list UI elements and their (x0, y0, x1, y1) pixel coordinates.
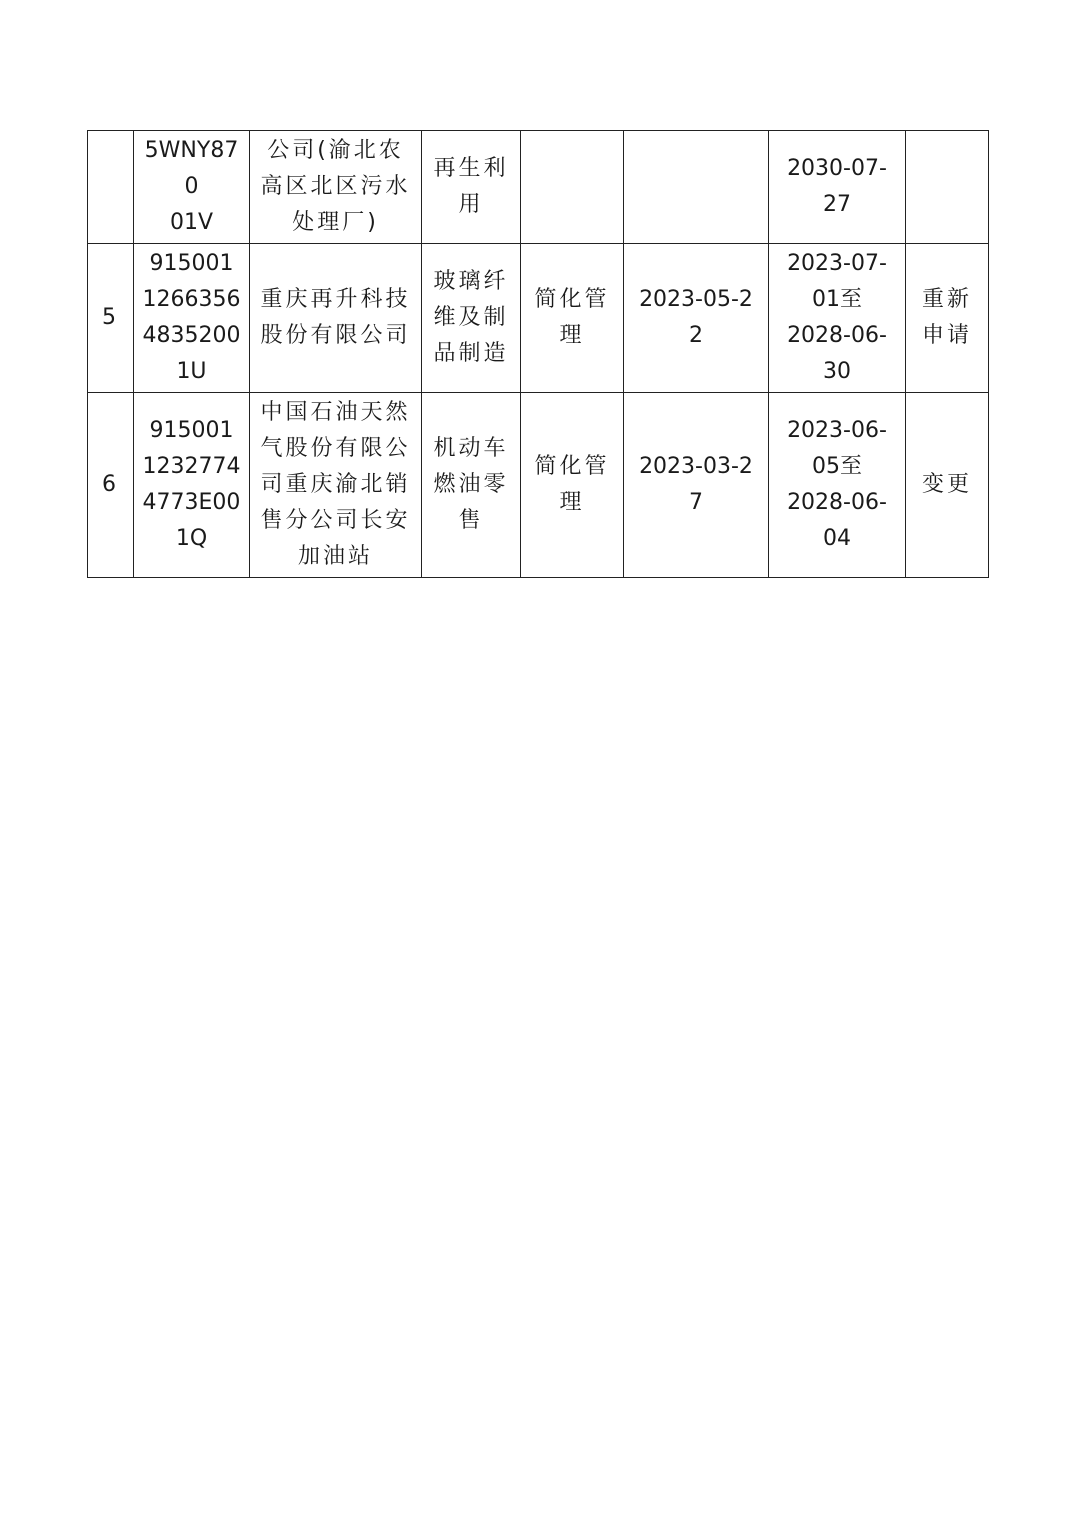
cell-text-line: 7 (689, 490, 703, 515)
cell-text-line: 重新 (921, 287, 972, 312)
cell-text-line: 变更 (921, 472, 972, 497)
industry-cell (422, 244, 521, 393)
table-row (88, 131, 989, 244)
cell-text-line: 公司(渝北农 (267, 138, 404, 163)
cell-text-line: 高区北区污水 (260, 174, 411, 199)
cell-text-line: 4835200 (142, 323, 241, 348)
cell-text-line: 理 (559, 323, 585, 348)
cell-text-line: 1232774 (142, 454, 241, 479)
cell-text-line: 简化管 (534, 287, 610, 312)
company-name-cell (250, 244, 422, 393)
validity-period-cell (769, 131, 906, 244)
cell-text-line: 玻璃纤 (433, 269, 509, 294)
management-type-cell (521, 393, 624, 578)
cell-text-line: 01至 (812, 287, 862, 312)
validity-period-cell (769, 244, 906, 393)
cell-text-line: 2023-05-2 (639, 287, 753, 312)
application-type-cell (906, 131, 989, 244)
cell-text-line: 司重庆渝北销 (260, 472, 411, 497)
cell-text-line: 用 (458, 192, 484, 217)
application-type-cell (906, 244, 989, 393)
table-row (88, 393, 989, 578)
cell-text-line: 售 (458, 508, 484, 533)
cell-text-line: 2023-06- (787, 418, 887, 443)
cell-text-line: 股份有限公司 (260, 323, 411, 348)
cell-text-line: 重庆再升科技 (260, 287, 411, 312)
permit-table (87, 130, 989, 578)
cell-text-line: 915001 (149, 251, 234, 276)
cell-text-line: 处理厂) (292, 210, 379, 235)
management-type-cell (521, 244, 624, 393)
cell-text-line: 915001 (149, 418, 234, 443)
cell-text-line: 品制造 (433, 341, 509, 366)
cell-text-line: 30 (823, 359, 851, 384)
cell-text-line: 04 (823, 526, 851, 551)
cell-text-line: 燃油零 (433, 472, 509, 497)
cell-text-line: 2023-07- (787, 251, 887, 276)
issue-date-cell (624, 131, 769, 244)
cell-text-line: 05至 (812, 454, 862, 479)
cell-text-line: 5WNY870 (144, 138, 239, 199)
validity-period-cell (769, 393, 906, 578)
cell-text-line: 理 (559, 490, 585, 515)
cell-text-line: 简化管 (534, 454, 610, 479)
industry-cell (422, 393, 521, 578)
company-name-cell (250, 393, 422, 578)
management-type-cell (521, 131, 624, 244)
credit-code-cell (134, 244, 250, 393)
cell-text-line: 申请 (921, 323, 972, 348)
cell-text-line: 4773E00 (142, 490, 241, 515)
cell-text-line: 27 (823, 192, 851, 217)
cell-text-line: 2 (689, 323, 703, 348)
cell-text-line: 2028-06- (787, 323, 887, 348)
company-name-cell (250, 131, 422, 244)
credit-code-cell (134, 393, 250, 578)
cell-text-line: 01V (169, 210, 214, 235)
row-number-cell: 5 (88, 244, 134, 393)
cell-text-line: 售分公司长安 (260, 508, 411, 533)
issue-date-cell (624, 393, 769, 578)
cell-text-line: 气股份有限公 (260, 436, 411, 461)
cell-text-line: 加油站 (297, 544, 373, 569)
permit-table-body (88, 131, 989, 578)
cell-text-line: 1266356 (142, 287, 241, 312)
issue-date-cell (624, 244, 769, 393)
cell-text-line: 2023-03-2 (639, 454, 753, 479)
row-number-cell (88, 131, 134, 244)
table-row (88, 244, 989, 393)
cell-text-line: 维及制 (433, 305, 509, 330)
industry-cell (422, 131, 521, 244)
application-type-cell (906, 393, 989, 578)
cell-text-line: 1Q (175, 526, 208, 551)
cell-text-line: 再生利 (433, 156, 509, 181)
cell-text-line: 机动车 (433, 436, 509, 461)
cell-text-line: 中国石油天然 (260, 400, 411, 425)
cell-text-line: 2030-07- (787, 156, 887, 181)
credit-code-cell (134, 131, 250, 244)
cell-text-line: 2028-06- (787, 490, 887, 515)
row-number-cell: 6 (88, 393, 134, 578)
cell-text-line: 1U (176, 359, 207, 384)
